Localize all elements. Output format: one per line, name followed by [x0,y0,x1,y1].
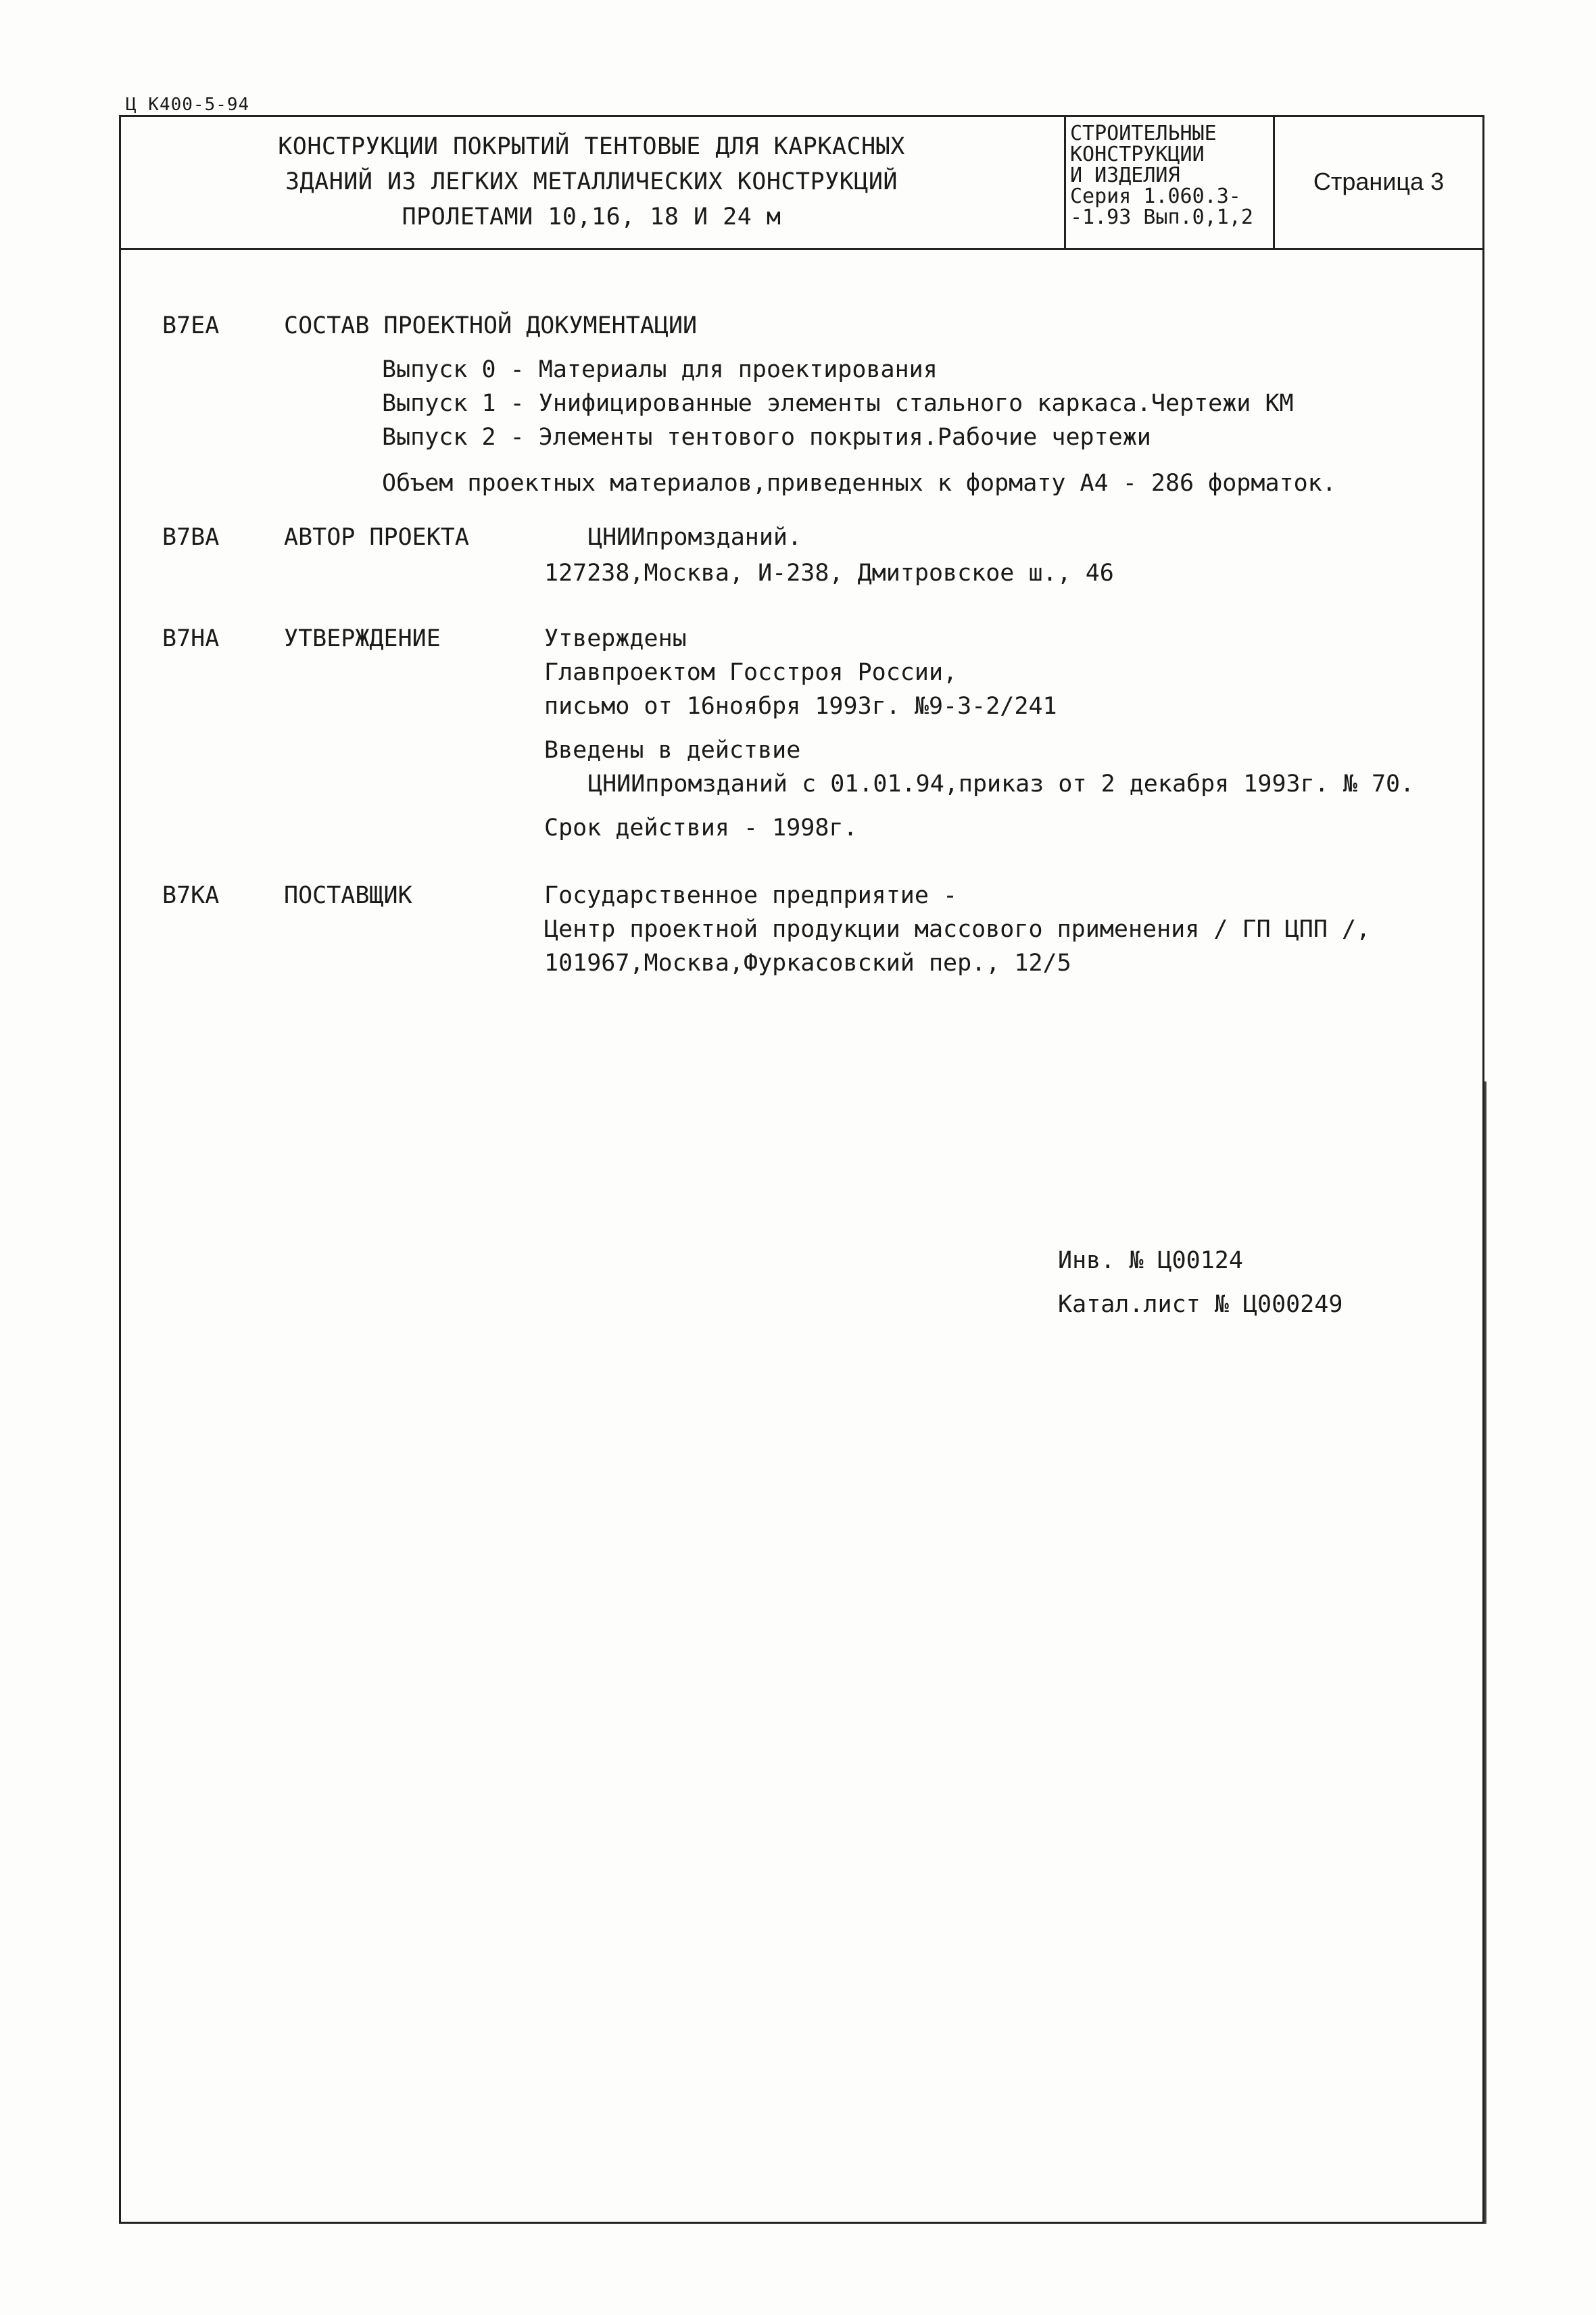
approval-line-0: Утверждены [544,625,687,652]
supplier-code: В7КА [162,882,220,909]
author-code: В7ВА [162,524,220,551]
composition-issue-0: Выпуск 0 - Материалы для проектирования [382,356,938,383]
series-line-5: -1.93 Вып.0,1,2 [1070,205,1253,229]
supplier-line-2: 101967,Москва,Фуркасовский пер., 12/5 [544,950,1071,977]
approval-line-3: Введены в действие [544,737,801,764]
supplier-line-0: Государственное предприятие - [544,882,958,909]
supplier-label: ПОСТАВЩИК [284,882,412,909]
approval-line-1: Главпроектом Госстроя России, [544,659,958,686]
frame-margin-line [1484,1081,1486,2224]
author-address: 127238,Москва, И-238, Дмитровское ш., 46 [544,560,1114,587]
approval-line-2: письмо от 16ноября 1993г. №9-3-2/241 [544,693,1057,720]
author-name: ЦНИИпромзданий. [588,524,802,551]
series-line-3: И ИЗДЕЛИЯ [1070,164,1180,187]
series-line-2: КОНСТРУКЦИИ [1070,143,1205,166]
title-line-3: ПРОЛЕТАМИ 10,16, 18 И 24 м [402,203,781,230]
composition-code: В7ЕА [162,312,220,339]
series-line-4: Серия 1.060.3- [1070,185,1241,208]
composition-issue-1: Выпуск 1 - Унифицированные элементы стального каркаса.Чертежи КМ [382,390,1294,417]
title-line-2: ЗДАНИЙ ИЗ ЛЕГКИХ МЕТАЛЛИЧЕСКИХ КОНСТРУКЦИЙ [285,168,898,195]
catalog-sheet-number: Катал.лист № Ц000249 [1058,1291,1343,1318]
page-number: Страница 3 [1313,167,1445,195]
supplier-line-1: Центр проектной продукции массового применения / ГП ЦПП /, [544,916,1371,943]
approval-label: УТВЕРЖДЕНИЕ [284,625,441,652]
series-cell [1064,115,1275,248]
title-block [119,115,1484,250]
document-code: Ц К400-5-94 [126,95,250,115]
approval-line-4: ЦНИИпромзданий с 01.01.94,приказ от 2 декабря 1993г. № 70. [588,771,1415,798]
title-line-1: КОНСТРУКЦИИ ПОКРЫТИЙ ТЕНТОВЫЕ ДЛЯ КАРКАСНЫХ [278,132,905,160]
series-line-1: СТРОИТЕЛЬНЫЕ [1070,122,1217,145]
composition-volume: Объем проектных материалов,приведенных к формату А4 - 286 форматок. [382,470,1336,497]
composition-label: СОСТАВ ПРОЕКТНОЙ ДОКУМЕНТАЦИИ [284,312,698,339]
title-block-heading [119,115,1064,248]
approval-code: В7НА [162,625,220,652]
author-label: АВТОР ПРОЕКТА [284,524,469,551]
composition-issue-2: Выпуск 2 - Элементы тентового покрытия.Рабочие чертежи [382,424,1151,451]
approval-validity: Срок действия - 1998г. [544,814,858,842]
inventory-number: Инв. № Ц00124 [1058,1247,1243,1274]
